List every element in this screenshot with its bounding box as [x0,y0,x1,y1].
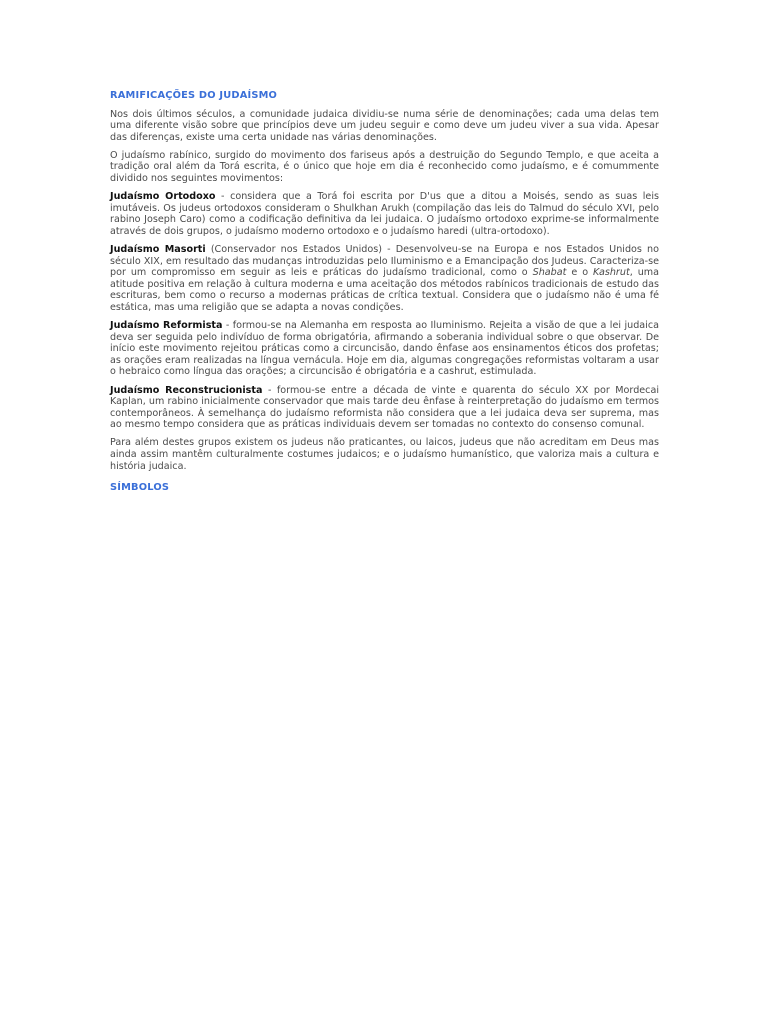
reconstructionist-paragraph [110,385,659,431]
masorti-italic-shabat: Shabat [532,267,567,279]
reform-term: Judaísmo Reformista [110,320,223,332]
orthodox-term: Judaísmo Ortodoxo [110,191,216,203]
reform-text: - formou-se na Alemanha em resposta ao Iluminismo. Rejeita a visão de que a lei judaica deva ser seguida pelo indivíduo de forma obrigatória, afirmando a soberania individual sobre o que observar. De início este movimento rejeitou práticas como a circuncisão, dando ênfase aos ensinamentos éticos dos profetas; as orações eram realizadas na língua vernácula. Hoje em dia, algumas congregações reformistas voltaram a usar o hebraico como língua das orações; a circuncisão é obrigatória e a cashrut, estimulada. [110,320,659,378]
rabbinic-paragraph: O judaísmo rabínico, surgido do movimento dos fariseus após a destruição do Segundo Templo, e que aceita a tradição oral além da Torá escrita, é o único que hoje em dia é reconhecido como judaísmo, e é comummente dividido nos seguintes movimentos: [110,149,659,185]
masorti-paragraph [110,244,659,314]
masorti-italic-kashrut: Kashrut [593,267,630,279]
section-heading-ramificacoes: RAMIFICAÇÕES DO JUDAÍSMO [110,90,278,101]
reconstructionist-term: Judaísmo Reconstrucionista [110,384,263,396]
reconstructionist-text: - formou-se entre a década de vinte e quarenta do século XX por Mordecai Kaplan, um rabino inicialmente conservador que mais tarde deu ênfase à reinterpretação do judaísmo em termos contemporâneos. À semelhança do judaísmo reformista não considera que a lei judaica deva ser suprema, mas ao mesmo tempo considera que as práticas individuais devem ser tomadas no contexto do consenso comunal. [110,384,660,431]
document-body [110,90,659,501]
orthodox-paragraph [110,191,659,237]
section-heading-simbolos: SÍMBOLOS [110,482,170,494]
masorti-text-b: e o [566,267,594,279]
reform-paragraph [110,320,659,378]
intro-paragraph: Nos dois últimos séculos, a comunidade judaica dividiu-se numa série de denominações; cada uma delas tem uma diferente visão sobre que princípios deve um judeu seguir e como deve um judeu viver a sua vida. Apesar das diferenças, existe uma certa unidade nas várias denominações. [110,108,659,143]
orthodox-text: - considera que a Torá foi escrita por D'us que a ditou a Moisés, sendo as suas leis imutáveis. Os judeus ortodoxos consideram o Shulkhan Arukh (compilação das leis do Talmud do século XVI, pelo rabino Joseph Caro) como a codificação definitiva da lei judaica. O judaísmo ortodoxo exprime-se informalmente através de dois grupos, o judaísmo moderno ortodoxo e o judaísmo haredi (ultra-ortodoxo). [110,191,659,237]
masorti-text-a: (Conservador nos Estados Unidos) - Desenvolveu-se na Europa e nos Estados Unidos no século XIX, em resultado das mudanças introduzidas pelo Iluminismo e a Emancipação dos Judeus. Caracteriza-se por um compromisso em seguir as leis e práticas do judaísmo tradicional, como o [110,244,659,279]
closing-paragraph: Para além destes grupos existem os judeus não praticantes, ou laicos, judeus que não acreditam em Deus mas ainda assim mantêm culturalmente costumes judaicos; e o judaísmo humanístico, que valoriza mais a cultura e história judaica. [110,437,659,472]
masorti-term: Judaísmo Masorti [110,244,206,256]
masorti-text-c: , uma atitude positiva em relação à cultura moderna e uma aceitação dos métodos rabínicos tradicionais de estudo das escrituras, bem como o recurso a modernas práticas de crítica textual. Considera que o judaísmo não é uma fé estática, mas uma religião que se adapta a novas condições. [110,267,660,313]
